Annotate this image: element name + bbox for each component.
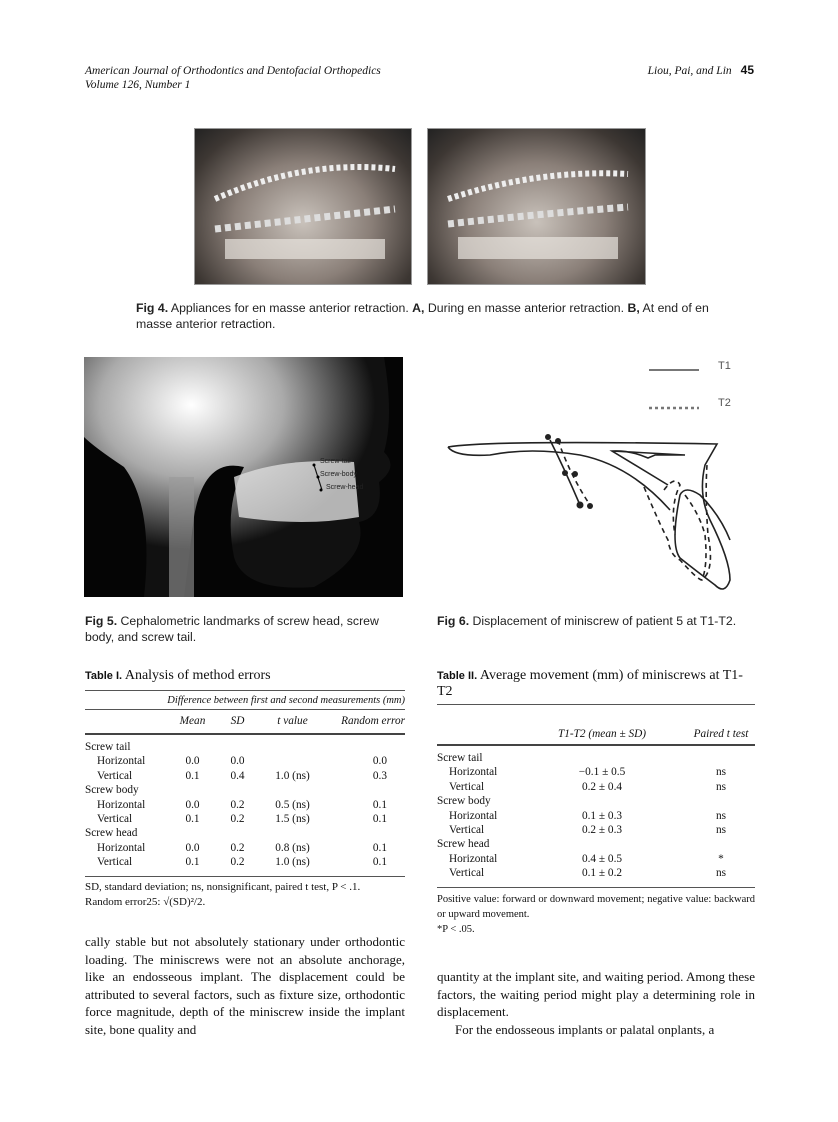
table-cell — [260, 783, 325, 797]
table-cell: 0.1 — [372, 798, 387, 811]
table-cell: 0.3 — [372, 769, 387, 782]
table-cell: ns — [715, 780, 727, 793]
table-group-row — [437, 837, 755, 851]
table-1-grid — [85, 710, 405, 870]
table-cell — [517, 751, 687, 765]
authors: Liou, Pai, and Lin — [647, 65, 732, 77]
row-label: Screw tail — [85, 741, 131, 753]
table-row — [437, 809, 755, 823]
caption-text: At end of en masse anterior retraction. — [136, 301, 709, 331]
table-cell — [325, 826, 405, 840]
table-cell: ns — [715, 824, 727, 837]
fig-label: Fig 5. — [85, 614, 118, 628]
annotation-screw-body: Screw-body — [320, 471, 357, 478]
table-cell: 0.8 (ns) — [275, 841, 310, 854]
row-label: Vertical — [449, 867, 485, 880]
fig-label: Fig 6. — [437, 614, 470, 628]
table-cell — [517, 794, 687, 808]
table-group-row — [437, 751, 755, 765]
table-cell — [517, 837, 687, 851]
table-row — [85, 812, 405, 826]
row-label: Horizontal — [97, 755, 146, 768]
col-header: Random error — [341, 715, 405, 728]
table-cell — [215, 783, 260, 797]
annotation-screw-tail: Screw-tail — [320, 458, 351, 465]
row-label: Horizontal — [97, 841, 146, 854]
legend-label-t1: T1 — [718, 360, 731, 372]
table-group-row — [437, 794, 755, 808]
table-row — [437, 780, 755, 794]
row-label: Horizontal — [449, 766, 498, 779]
table-cell: 0.4 ± 0.5 — [581, 852, 623, 865]
table-cell: 0.0 — [185, 841, 200, 854]
table-cell: 0.1 — [372, 813, 387, 826]
row-label: Screw head — [437, 838, 490, 851]
table-cell: 0.2 — [230, 798, 245, 811]
table-cell: 0.1 — [372, 841, 387, 854]
row-label: Horizontal — [97, 798, 146, 811]
table-cell — [215, 740, 260, 754]
table-cell: ns — [715, 766, 727, 779]
col-header: Paired t test — [693, 727, 749, 740]
fig4-photo-a — [194, 128, 412, 285]
table-row — [85, 769, 405, 783]
table-footnote: Random error25: √(SD)²/2. — [85, 895, 206, 908]
table-cell: 0.2 ± 0.4 — [581, 780, 623, 793]
row-label: Screw body — [437, 795, 491, 808]
table-cell — [687, 751, 755, 765]
row-label: Screw body — [85, 784, 139, 797]
table-cell — [170, 783, 215, 797]
table-cell: 0.0 — [185, 755, 200, 768]
table-cell — [260, 740, 325, 754]
fig6-diagram — [430, 355, 760, 600]
table-cell — [215, 826, 260, 840]
journal-volume: Volume 126, Number 1 — [85, 79, 191, 91]
displacement-tracing — [430, 355, 760, 600]
table-cell — [325, 783, 405, 797]
table-cell: * — [718, 852, 724, 865]
row-label: Screw tail — [437, 752, 483, 764]
paragraph: quantity at the implant site, and waiting period. Among these factors, the waiting period might play a determining role in displacement. — [437, 969, 755, 1020]
table-spanner: Difference between first and second measurements (mm) — [167, 695, 405, 706]
table-label: Table II. — [437, 670, 478, 682]
table-group-row — [85, 740, 405, 754]
table-cell — [170, 740, 215, 754]
table-cell: ns — [715, 809, 727, 822]
table-cell — [260, 754, 325, 768]
caption-text: Displacement of miniscrew of patient 5 at T1-T2. — [472, 614, 737, 628]
col-header: SD — [230, 715, 245, 728]
table-row — [85, 855, 405, 869]
legend-label-t2: T2 — [718, 397, 731, 409]
table-cell: 0.2 — [230, 841, 245, 854]
col-header: Mean — [179, 715, 206, 728]
table-footnote: Positive value: forward or downward movement; negative value: backward or upward movement. — [437, 893, 755, 920]
table-cell: 0.5 (ns) — [275, 798, 310, 811]
table-cell: 1.0 (ns) — [275, 856, 310, 869]
annotation-screw-head: Screw-head — [326, 484, 364, 491]
caption-text: Cephalometric landmarks of screw head, screw body, and screw tail. — [85, 614, 379, 644]
table-cell: 0.1 — [185, 769, 200, 782]
table-cell: 0.2 — [230, 813, 245, 826]
table-cell — [687, 837, 755, 851]
table-row — [437, 823, 755, 837]
table-cell — [325, 740, 405, 754]
table-cell — [260, 826, 325, 840]
caption-text: Appliances for en masse anterior retraction. — [170, 301, 409, 315]
table-group-row — [85, 783, 405, 797]
fig6-caption — [437, 613, 757, 629]
row-label: Vertical — [449, 780, 485, 793]
table-cell — [170, 826, 215, 840]
table-cell: 0.2 — [230, 856, 245, 869]
table-cell: 0.1 — [185, 813, 200, 826]
table-title — [437, 668, 755, 699]
table-row — [85, 798, 405, 812]
row-label: Vertical — [97, 813, 133, 826]
panel-label: A, — [412, 301, 425, 315]
table-label: Table I. — [85, 670, 123, 682]
orthodontic-appliance-image — [195, 129, 411, 284]
table-cell: 0.1 ± 0.2 — [581, 867, 623, 880]
table-cell: 0.0 — [230, 755, 245, 768]
table-cell: 0.4 — [230, 769, 245, 782]
table-cell: 0.0 — [185, 798, 200, 811]
fig4-caption — [136, 300, 716, 332]
journal-name: American Journal of Orthodontics and Dentofacial Orthopedics — [85, 65, 381, 77]
row-label: Horizontal — [449, 809, 498, 822]
fig-label: Fig 4. — [136, 301, 169, 315]
table-row — [437, 852, 755, 866]
table-cell: 0.1 — [372, 856, 387, 869]
row-label: Vertical — [449, 824, 485, 837]
row-label: Screw head — [85, 827, 138, 840]
table-cell: 1.0 (ns) — [275, 769, 310, 782]
table-cell: 0.2 ± 0.3 — [581, 824, 623, 837]
table-title-text: Average movement (mm) of miniscrews at T1-T2 — [437, 668, 743, 699]
fig5-cephalogram — [84, 357, 403, 597]
table-cell: ns — [715, 867, 727, 880]
fig5-caption — [85, 613, 405, 645]
table-cell — [687, 794, 755, 808]
running-header-left — [85, 64, 381, 92]
page-number: 45 — [740, 63, 754, 77]
row-label: Vertical — [97, 856, 133, 869]
table-row — [437, 765, 755, 779]
col-header: T1-T2 (mean ± SD) — [557, 727, 647, 740]
row-label: Vertical — [97, 769, 133, 782]
table-2-grid — [437, 705, 755, 881]
table-footnote: SD, standard deviation; ns, nonsignificant, paired t test, P < .1. — [85, 880, 361, 893]
table-cell: 0.0 — [372, 755, 387, 768]
table-2 — [437, 668, 755, 937]
table-row — [437, 866, 755, 880]
table-cell: −0.1 ± 0.5 — [578, 766, 626, 779]
table-row — [85, 754, 405, 768]
running-header-right — [648, 63, 754, 78]
row-label: Horizontal — [449, 852, 498, 865]
table-footnote: *P < .05. — [437, 923, 475, 935]
table-1 — [85, 668, 405, 910]
body-text-left: cally stable but not absolutely stationary under orthodontic loading. The miniscrews were not an absolute anchorage, like an endosseous implant. The displacement could be attributed to several factors, such as fixture size, orthodontic force magnitude, depth of the miniscrew inside the implant site, bone quality and — [85, 934, 405, 1037]
paragraph: For the endosseous implants or palatal onplants, a — [455, 1021, 715, 1037]
table-group-row — [85, 826, 405, 840]
col-header: t value — [277, 715, 308, 728]
table-cell: 0.1 — [185, 856, 200, 869]
table-cell: 0.1 ± 0.3 — [581, 809, 623, 822]
table-title — [85, 668, 405, 684]
fig4-photo-b — [427, 128, 646, 285]
table-row — [85, 841, 405, 855]
orthodontic-appliance-image — [428, 129, 645, 284]
body-text-right — [437, 968, 755, 1038]
caption-text: During en masse anterior retraction. — [427, 301, 625, 315]
panel-label: B, — [627, 301, 640, 315]
table-cell: 1.5 (ns) — [275, 813, 310, 826]
table-title-text: Analysis of method errors — [124, 668, 271, 683]
